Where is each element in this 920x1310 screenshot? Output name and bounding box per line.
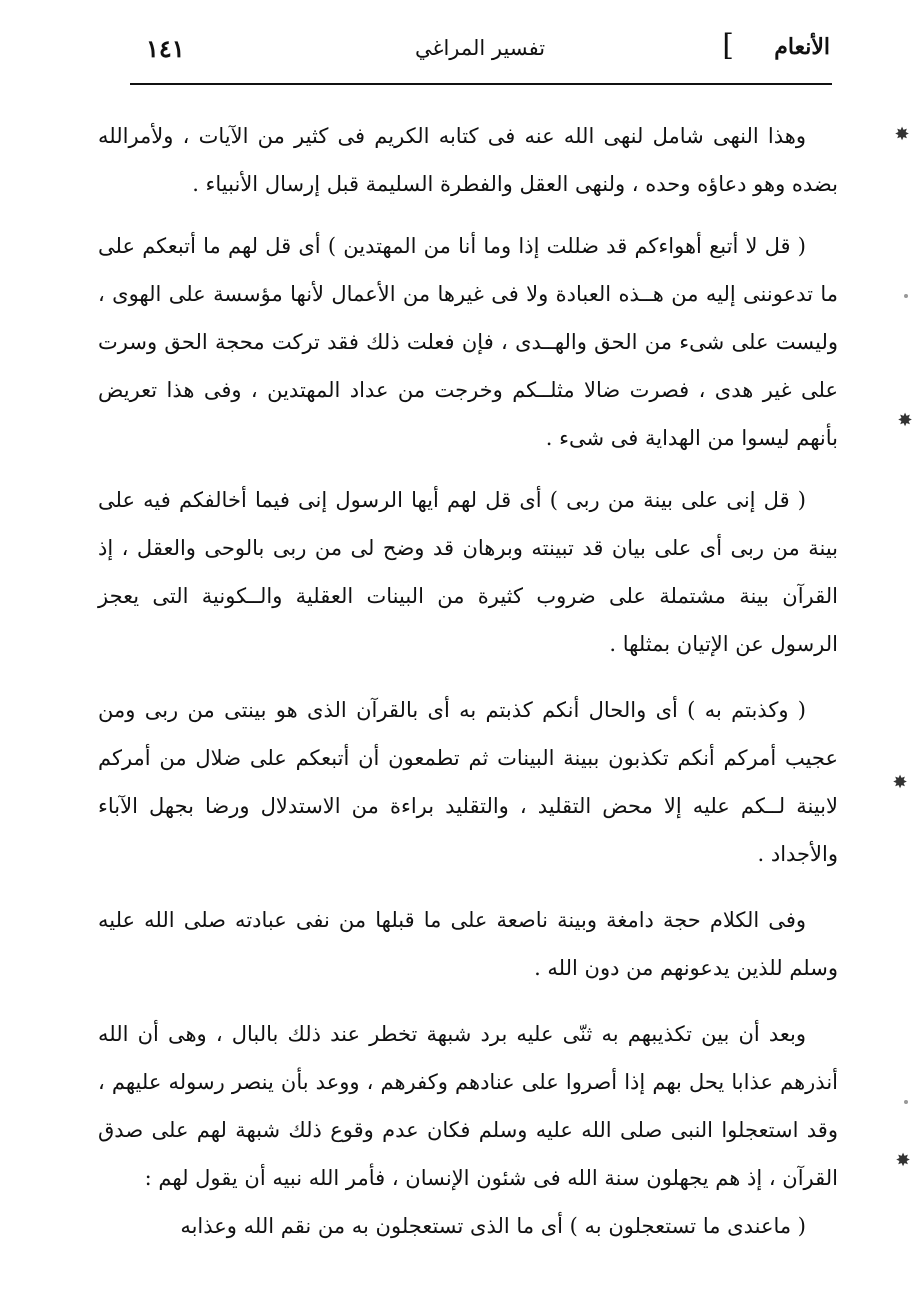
header-bracket: ]: [722, 28, 734, 63]
paragraph-1: وهذا النهى شامل لنهى الله عنه فى كتابه الكريم فى كثير من الآيات ، ولأمرالله بضده وهو دعاؤه وحده ، ولنهى العقل والفطرة السليمة قبل إرسال الأنبياء .: [98, 124, 838, 196]
ornament-star-icon: ✸: [894, 124, 910, 145]
ornament-star-icon: ✸: [892, 772, 908, 793]
ornament-star-icon: ✸: [897, 410, 913, 431]
scan-speck: [904, 1100, 908, 1104]
ornament-star-icon: ✸: [895, 1150, 911, 1171]
body-text: [98, 112, 838, 1272]
running-header: [130, 28, 830, 80]
page-number: ١٤١: [146, 34, 185, 63]
paragraph-2: ( قل لا أتبع أهواءكم قد ضللت إذا وما أنا من المهتدين ) أى قل لهم ما أتبعكم على ما تدعوننى إليه من هــذه العبادة ولا فى غيرها من الأعمال لأنها مؤسسة على الهوى ، وليست على شىء من الحق والهــدى ، فإن فعلت ذلك فقد تركت محجة الحق وسرت على غير هدى ، فصرت ضالا مثلــكم وخرجت من عداد المهتدين ، وفى هذا تعريض بأنهم ليسوا من الهداية فى شىء .: [98, 234, 838, 450]
header-rule: [130, 83, 832, 85]
scan-speck: [904, 294, 908, 298]
paragraph-3: ( قل إنى على بينة من ربى ) أى قل لهم أيها الرسول إنى فيما أخالفكم فيه على بينة من ربى أى على بيان قد تبينته وبرهان قد وضح لى من ربى بالوحى والعقل ، إذ القرآن بينة مشتملة على ضروب كثيرة من البينات العقلية والــكونية التى يعجز الرسول عن الإتيان بمثلها .: [98, 488, 838, 656]
paragraph-6: وبعد أن بين تكذيبهم به ثنّى عليه برد شبهة تخطر عند ذلك بالبال ، وهى أن الله أنذرهم عذابا يحل بهم إذا أصروا على عنادهم وكفرهم ، ووعد بأن ينصر رسوله عليهم ، وقد استعجلوا النبى صلى الله عليه وسلم فكان عدم وقوع ذلك شبهة لهم على صدق القرآن ، إذ هم يجهلون سنة الله فى شئون الإنسان ، فأمر الله نبيه أن يقول لهم :: [98, 1022, 838, 1190]
paragraph-4: ( وكذبتم به ) أى والحال أنكم كذبتم به أى بالقرآن الذى هو بينتى من ربى ومن عجيب أمركم أنكم تكذبون ببينة البينات ثم تطمعون أن أتبعكم على ضلال من أمركم لابينة لــكم عليه إلا محض التقليد ، والتقليد براءة من الاستدلال ورضا بجهل الآباء والأجداد .: [98, 698, 838, 866]
paragraph-5: وفى الكلام حجة دامغة وبينة ناصعة على ما قبلها من نفى عبادته صلى الله عليه وسلم للذين يدعونهم من دون الله .: [98, 908, 838, 980]
book-title: تفسير المراغي: [414, 36, 546, 60]
surah-name: الأنعام: [774, 34, 830, 60]
paragraph-7: ( ماعندى ما تستعجلون به ) أى ما الذى تستعجلون به من نقم الله وعذابه: [180, 1214, 806, 1238]
